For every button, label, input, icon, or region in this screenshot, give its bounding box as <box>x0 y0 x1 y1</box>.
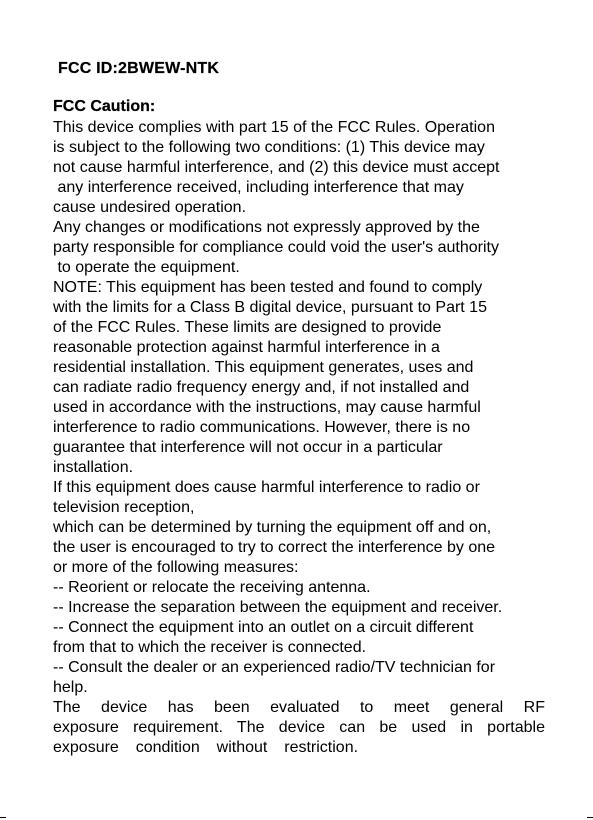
body-line: NOTE: This equipment has been tested and found to comply <box>53 279 483 296</box>
body-line: help. <box>53 679 88 696</box>
body-line: with the limits for a Class B digital device, pursuant to Part 15 <box>53 299 487 316</box>
fcc-id-heading: FCC ID:2BWEW-NTK <box>58 60 220 77</box>
body-line: used in accordance with the instructions, may cause harmful <box>53 399 481 416</box>
body-line: of the FCC Rules. These limits are designed to provide <box>53 319 442 336</box>
body-line: any interference received, including interference that may <box>53 179 464 196</box>
body-line: television reception, <box>53 499 195 516</box>
crop-mark-bottom-left <box>0 817 6 818</box>
body-line: guarantee that interference will not occur in a particular <box>53 439 443 456</box>
body-line: installation. <box>53 459 134 476</box>
body-line: -- Consult the dealer or an experienced radio/TV technician for <box>53 659 496 676</box>
body-line: or more of the following measures: <box>53 559 299 576</box>
body-line: This device complies with part 15 of the FCC Rules. Operation <box>53 119 495 136</box>
body-line: cause undesired operation. <box>53 199 247 216</box>
fcc-caution-body <box>53 118 563 758</box>
rf-exposure-line: exposure condition without restriction. <box>53 739 359 756</box>
body-line: from that to which the receiver is connected. <box>53 639 367 656</box>
body-line: If this equipment does cause harmful interference to radio or <box>53 479 480 496</box>
body-line: not cause harmful interference, and (2) this device must accept <box>53 159 500 176</box>
body-line: -- Connect the equipment into an outlet on a circuit different <box>53 619 474 636</box>
fcc-caution-title: FCC Caution: <box>53 98 156 115</box>
body-line: which can be determined by turning the equipment off and on, <box>53 519 492 536</box>
body-line: can radiate radio frequency energy and, if not installed and <box>53 379 470 396</box>
body-line: reasonable protection against harmful interference in a <box>53 339 440 356</box>
body-line: interference to radio communications. However, there is no <box>53 419 471 436</box>
rf-exposure-line: exposure requirement. The device can be used in portable <box>53 719 545 736</box>
rf-exposure-line: The device has been evaluated to meet general RF <box>53 699 545 716</box>
body-line: party responsible for compliance could void the user's authority <box>53 239 499 256</box>
body-line: Any changes or modifications not expressly approved by the <box>53 219 480 236</box>
body-line: -- Reorient or relocate the receiving antenna. <box>53 579 371 596</box>
body-line: -- Increase the separation between the equipment and receiver. <box>53 599 503 616</box>
crop-mark-bottom-right <box>587 817 593 818</box>
body-line: is subject to the following two conditions: (1) This device may <box>53 139 485 156</box>
body-line: the user is encouraged to try to correct the interference by one <box>53 539 496 556</box>
body-line: to operate the equipment. <box>53 259 240 276</box>
body-line: residential installation. This equipment generates, uses and <box>53 359 474 376</box>
